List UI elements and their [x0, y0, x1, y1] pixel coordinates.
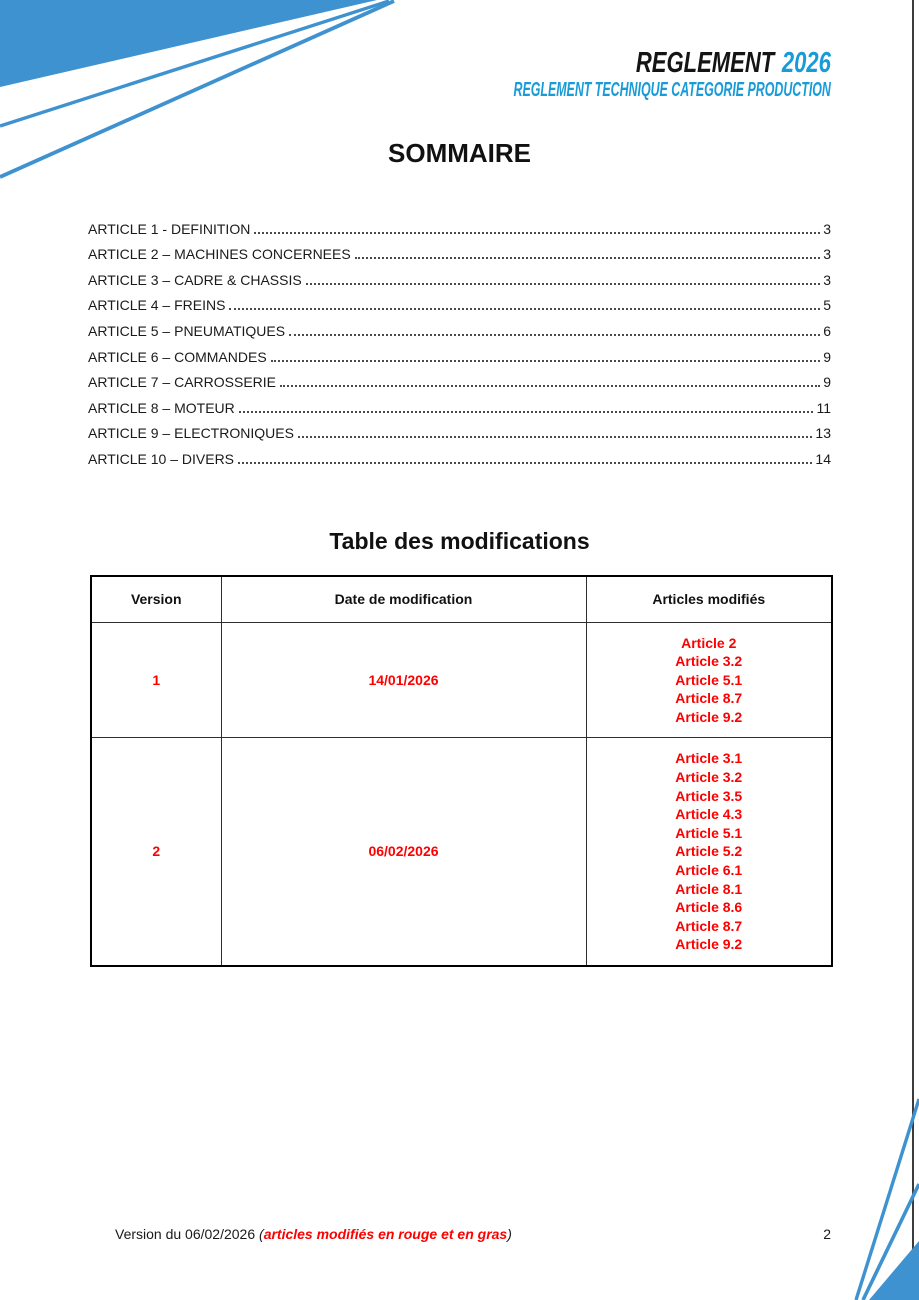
- date-cell: 06/02/2026: [221, 738, 586, 966]
- toc-entry[interactable]: [88, 390, 831, 416]
- article-ref: Article 3.5: [675, 787, 743, 804]
- toc-entry[interactable]: [88, 416, 831, 442]
- toc-entry-page: 5: [823, 297, 831, 314]
- toc-dot-leader: [238, 462, 812, 464]
- toc-entry-page: 6: [823, 322, 831, 339]
- article-ref: Article 6.1: [675, 862, 743, 879]
- articles-cell: [586, 738, 832, 966]
- article-ref: Article 4.3: [675, 806, 743, 823]
- toc-dot-leader: [271, 360, 821, 362]
- header-subtitle-line: REGLEMENT TECHNIQUE CATEGORIE PRODUCTION: [513, 79, 831, 102]
- article-ref: Article 8.1: [675, 880, 743, 897]
- article-ref: Article 5.1: [675, 671, 743, 688]
- toc-entry-page: 13: [815, 425, 831, 442]
- toc-entry-label: ARTICLE 3 – CADRE & CHASSIS: [88, 271, 302, 288]
- modifications-table-body: [91, 622, 832, 966]
- toc-entry-label: ARTICLE 2 – MACHINES CONCERNEES: [88, 246, 351, 263]
- header-title-black: REGLEMENT: [636, 47, 775, 79]
- toc-dot-leader: [289, 334, 820, 336]
- table-row: [91, 622, 832, 738]
- toc-entry-label: ARTICLE 4 – FREINS: [88, 297, 226, 314]
- footer-paren-close: ): [507, 1226, 512, 1242]
- footer-red-note: articles modifiés en rouge et en gras: [263, 1226, 508, 1242]
- toc-dot-leader: [280, 385, 820, 387]
- toc-entry-label: ARTICLE 9 – ELECTRONIQUES: [88, 425, 294, 442]
- toc-dot-leader: [229, 308, 820, 310]
- article-ref: Article 8.6: [675, 899, 743, 916]
- toc-entry-page: 3: [823, 271, 831, 288]
- version-cell: 1: [91, 622, 221, 738]
- table-row: [91, 738, 832, 966]
- toc-entry-label: ARTICLE 6 – COMMANDES: [88, 348, 267, 365]
- header-title-line: [442, 48, 831, 79]
- toc-entry-page: 9: [823, 348, 831, 365]
- modifications-title: Table des modifications: [329, 528, 590, 554]
- toc-entry-label: ARTICLE 1 - DEFINITION: [88, 220, 251, 237]
- article-ref: Article 9.2: [675, 708, 743, 725]
- version-cell: 2: [91, 738, 221, 966]
- toc-entry[interactable]: [88, 288, 831, 314]
- article-ref: Article 3.1: [675, 750, 743, 767]
- modifications-table: [90, 575, 833, 967]
- footer-version-text: Version du 06/02/2026: [115, 1226, 260, 1242]
- col-header-date: Date de modification: [221, 576, 586, 622]
- article-ref: Article 8.7: [675, 917, 743, 934]
- bottom-right-stripes-decoration: [819, 1068, 919, 1300]
- articles-cell: [586, 622, 832, 738]
- toc-entry-label: ARTICLE 5 – PNEUMATIQUES: [88, 322, 286, 339]
- page-number: 2: [823, 1226, 831, 1242]
- page-footer: [115, 1226, 831, 1242]
- toc-entry-label: ARTICLE 10 – DIVERS: [88, 450, 235, 467]
- article-ref: Article 8.7: [675, 690, 743, 707]
- toc-entry[interactable]: [88, 237, 831, 263]
- footer-paren-open: (: [259, 1226, 264, 1242]
- toc-entry-page: 11: [816, 399, 831, 416]
- toc-entry-label: ARTICLE 7 – CARROSSERIE: [88, 374, 277, 391]
- document-header: [319, 48, 831, 102]
- article-ref: Article 3.2: [675, 769, 743, 786]
- col-header-version: Version: [91, 576, 221, 622]
- toc-entry-page: 3: [823, 246, 831, 263]
- toc-entry-page: 9: [823, 374, 831, 391]
- col-header-articles: Articles modifiés: [586, 576, 832, 622]
- toc-entry[interactable]: [88, 313, 831, 339]
- toc-dot-leader: [298, 436, 813, 438]
- toc-dot-leader: [239, 411, 814, 413]
- toc-entry[interactable]: [88, 365, 831, 391]
- toc-list: [88, 211, 831, 467]
- footer-version-note: [115, 1226, 512, 1242]
- article-ref: Article 5.1: [675, 824, 743, 841]
- article-ref: Article 9.2: [675, 936, 743, 953]
- toc-dot-leader: [355, 257, 821, 259]
- toc-entry-label: ARTICLE 8 – MOTEUR: [88, 399, 235, 416]
- table-header-row: [91, 576, 832, 622]
- toc-entry[interactable]: [88, 441, 831, 467]
- toc-entry-page: 3: [823, 220, 831, 237]
- page-title: SOMMAIRE: [388, 138, 531, 168]
- article-ref: Article 3.2: [675, 653, 743, 670]
- toc-dot-leader: [306, 283, 821, 285]
- toc-entry[interactable]: [88, 211, 831, 237]
- toc-entry[interactable]: [88, 339, 831, 365]
- toc-entry-page: 14: [815, 450, 831, 467]
- article-ref: Article 5.2: [675, 843, 743, 860]
- article-ref: Article 2: [681, 634, 737, 651]
- toc-entry[interactable]: [88, 262, 831, 288]
- date-cell: 14/01/2026: [221, 622, 586, 738]
- toc-dot-leader: [254, 232, 820, 234]
- header-title-year: 2026: [781, 47, 831, 79]
